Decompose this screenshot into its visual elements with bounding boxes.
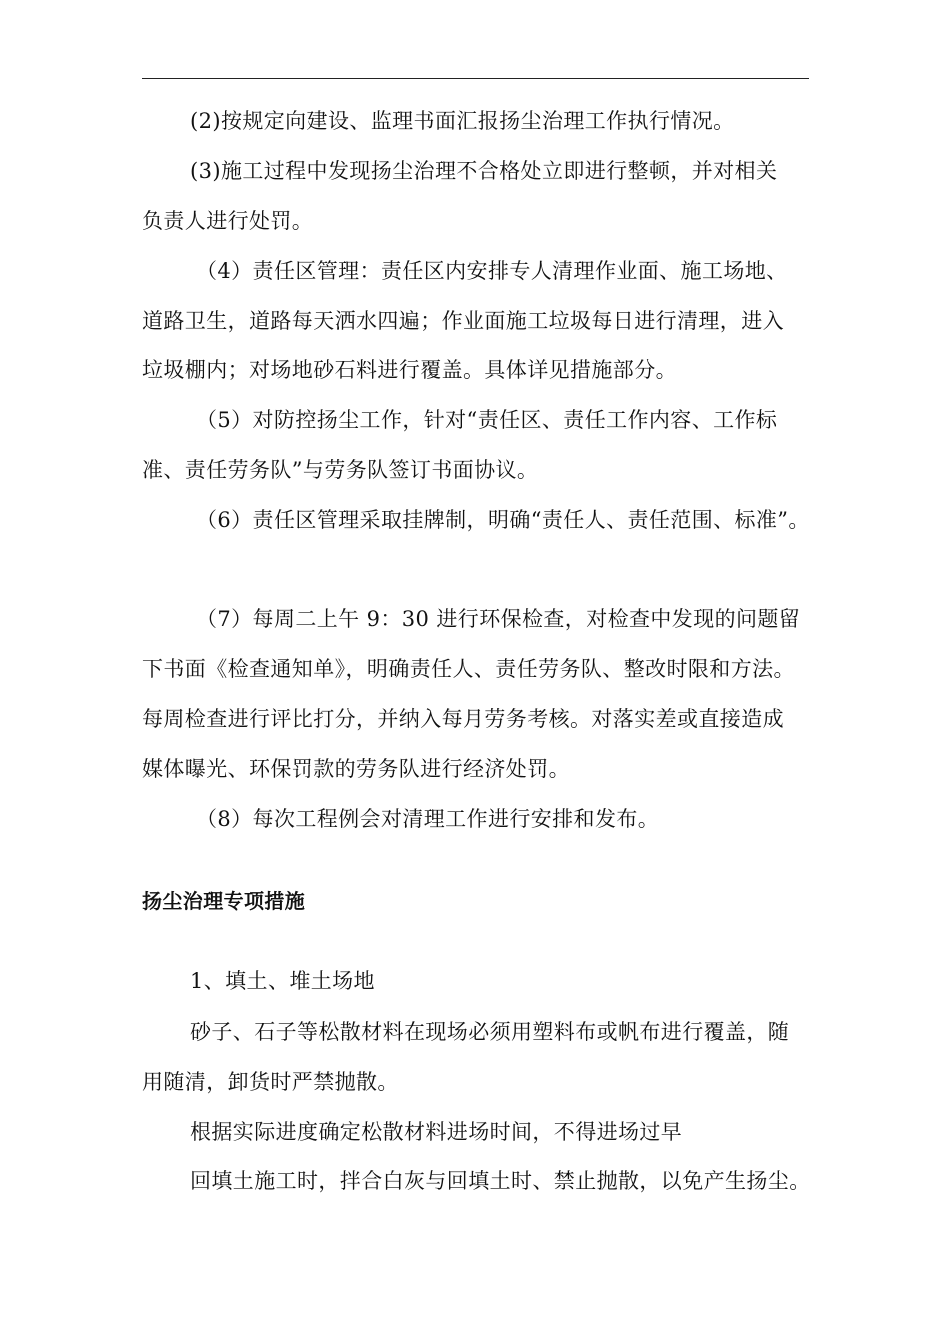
measure-1-line-2: 用随清，卸货时严禁抛散。 bbox=[142, 1070, 399, 1094]
header-rule bbox=[142, 78, 809, 79]
paragraph-3-line-1: (3)施工过程中发现扬尘治理不合格处立即进行整顿，并对相关 bbox=[190, 159, 778, 183]
paragraph-7-line-4: 媒体曝光、环保罚款的劳务队进行经济处罚。 bbox=[142, 757, 570, 781]
paragraph-4-line-3: 垃圾棚内；对场地砂石料进行覆盖。具体详见措施部分。 bbox=[142, 358, 677, 382]
paragraph-3-line-2: 负责人进行处罚。 bbox=[142, 209, 314, 233]
section-heading: 扬尘治理专项措施 bbox=[142, 889, 306, 913]
paragraph-7-line-2: 下书面《检查通知单》，明确责任人、责任劳务队、整改时限和方法。 bbox=[142, 657, 795, 681]
measure-2-line-1: 根据实际进度确定松散材料进场时间，不得进场过早 bbox=[190, 1120, 683, 1144]
paragraph-7-line-1: （7）每周二上午 9：30 进行环保检查，对检查中发现的问题留 bbox=[196, 607, 801, 631]
paragraph-5-line-1: （5）对防控扬尘工作，针对“责任区、责任工作内容、工作标 bbox=[196, 408, 778, 432]
measure-1-line-1: 砂子、石子等松散材料在现场必须用塑料布或帆布进行覆盖，随 bbox=[190, 1020, 790, 1044]
paragraph-6-line-1: （6）责任区管理采取挂牌制，明确“责任人、责任范围、标准”。 bbox=[196, 508, 810, 532]
paragraph-8-line-1: （8）每次工程例会对清理工作进行安排和发布。 bbox=[196, 807, 660, 831]
paragraph-7-line-3: 每周检查进行评比打分，并纳入每月劳务考核。对落实差或直接造成 bbox=[142, 707, 784, 731]
paragraph-5-line-2: 准、责任劳务队”与劳务队签订书面协议。 bbox=[142, 458, 539, 482]
paragraph-4-line-2: 道路卫生，道路每天洒水四遍；作业面施工垃圾每日进行清理，进入 bbox=[142, 309, 784, 333]
measure-3-line-1: 回填土施工时，拌合白灰与回填土时、禁止抛散，以免产生扬尘。 bbox=[190, 1169, 811, 1193]
paragraph-2-line-1: (2)按规定向建设、监理书面汇报扬尘治理工作执行情况。 bbox=[190, 109, 735, 133]
paragraph-4-line-1: （4）责任区管理：责任区内安排专人清理作业面、施工场地、 bbox=[196, 259, 788, 283]
subsection-title: 1、填土、堆土场地 bbox=[190, 969, 375, 993]
